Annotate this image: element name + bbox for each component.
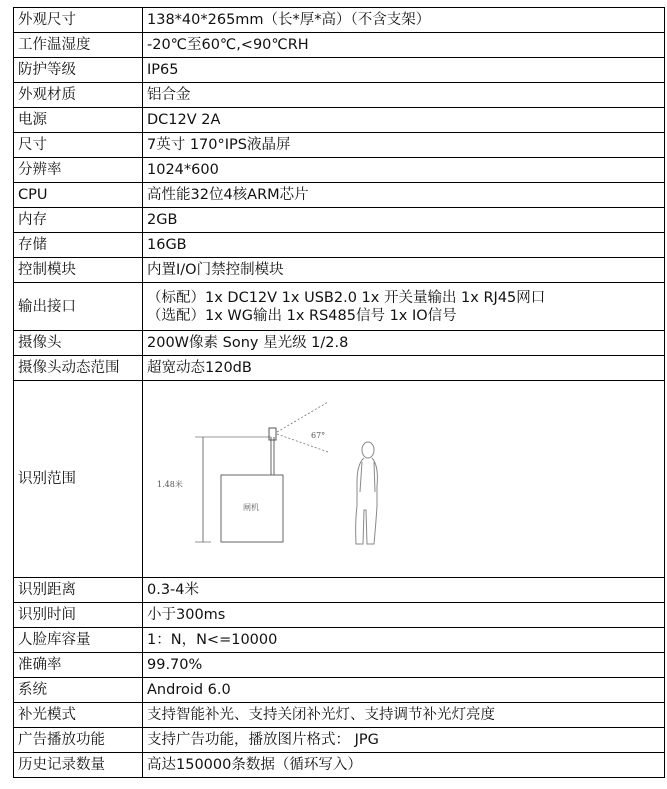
spec-value: 16GB [143, 233, 665, 258]
table-row [14, 356, 665, 381]
recognition-range-diagram-cell [143, 381, 665, 578]
table-row [14, 628, 665, 653]
spec-key: 摄像头 [14, 331, 143, 356]
table-row [14, 83, 665, 108]
table-row [14, 33, 665, 58]
output-optional: （选配）1x WG输出 1x RS485信号 1x IO信号 [147, 307, 457, 324]
spec-key: 历史记录数量 [14, 753, 143, 778]
output-standard: （标配）1x DC12V 1x USB2.0 1x 开关量输出 1x RJ45网口 [147, 289, 546, 306]
spec-value: 小于300ms [143, 603, 665, 628]
spec-value: 99.70% [143, 653, 665, 678]
person-silhouette [356, 442, 378, 544]
spec-value: 0.3-4米 [143, 578, 665, 603]
spec-key: 电源 [14, 108, 143, 133]
spec-value: 1：N，N<=10000 [143, 628, 665, 653]
table-row [14, 258, 665, 283]
spec-key: 防护等级 [14, 58, 143, 83]
spec-table [13, 7, 665, 778]
table-row [14, 603, 665, 628]
spec-value: 支持广告功能，播放图片格式： JPG [143, 728, 665, 753]
table-row [14, 158, 665, 183]
spec-value: 高达150000条数据（循环写入） [143, 753, 665, 778]
spec-value: 铝合金 [143, 83, 665, 108]
spec-value: 支持智能补光、支持关闭补光灯、支持调节补光灯亮度 [143, 703, 665, 728]
table-row [14, 331, 665, 356]
table-row [14, 183, 665, 208]
spec-key: 存储 [14, 233, 143, 258]
spec-value: 7英寸 170°IPS液晶屏 [143, 133, 665, 158]
spec-key: 识别时间 [14, 603, 143, 628]
spec-key: 准确率 [14, 653, 143, 678]
spec-key: 人脸库容量 [14, 628, 143, 653]
spec-key: 广告播放功能 [14, 728, 143, 753]
table-row [14, 753, 665, 778]
spec-value: -20℃至60℃,<90℃RH [143, 33, 665, 58]
spec-value: 138*40*265mm（长*厚*高）（不含支架） [143, 8, 665, 33]
fov-upper [277, 402, 328, 432]
table-row [14, 381, 665, 578]
table-row [14, 133, 665, 158]
table-row [14, 208, 665, 233]
gate-label: 闸机 [243, 503, 259, 512]
spec-key: 摄像头动态范围 [14, 356, 143, 381]
spec-key: 尺寸 [14, 133, 143, 158]
spec-value: 内置I/O门禁控制模块 [143, 258, 665, 283]
height-label: 1.48米 [157, 480, 183, 489]
table-row [14, 283, 665, 331]
spec-key: 外观尺寸 [14, 8, 143, 33]
spec-value: 1024*600 [143, 158, 665, 183]
spec-value: IP65 [143, 58, 665, 83]
device-head [269, 428, 276, 440]
spec-key: 控制模块 [14, 258, 143, 283]
spec-key: CPU [14, 183, 143, 208]
spec-key: 系统 [14, 678, 143, 703]
spec-value [143, 283, 665, 331]
table-row [14, 8, 665, 33]
table-row [14, 58, 665, 83]
spec-key: 内存 [14, 208, 143, 233]
spec-value: 高性能32位4核ARM芯片 [143, 183, 665, 208]
table-row [14, 233, 665, 258]
spec-key: 识别范围 [14, 381, 143, 578]
spec-key: 补光模式 [14, 703, 143, 728]
spec-key: 外观材质 [14, 83, 143, 108]
spec-value: Android 6.0 [143, 678, 665, 703]
spec-value: 超宽动态120dB [143, 356, 665, 381]
table-row [14, 653, 665, 678]
spec-key: 分辨率 [14, 158, 143, 183]
spec-value: 2GB [143, 208, 665, 233]
table-row [14, 578, 665, 603]
spec-key: 输出接口 [14, 283, 143, 331]
spec-value: 200W像素 Sony 星光级 1/2.8 [143, 331, 665, 356]
table-row [14, 728, 665, 753]
angle-label: 67° [311, 431, 326, 440]
table-row [14, 108, 665, 133]
table-row [14, 678, 665, 703]
spec-key: 识别距离 [14, 578, 143, 603]
recognition-range-diagram [143, 382, 663, 576]
spec-key: 工作温湿度 [14, 33, 143, 58]
spec-value: DC12V 2A [143, 108, 665, 133]
table-row [14, 703, 665, 728]
